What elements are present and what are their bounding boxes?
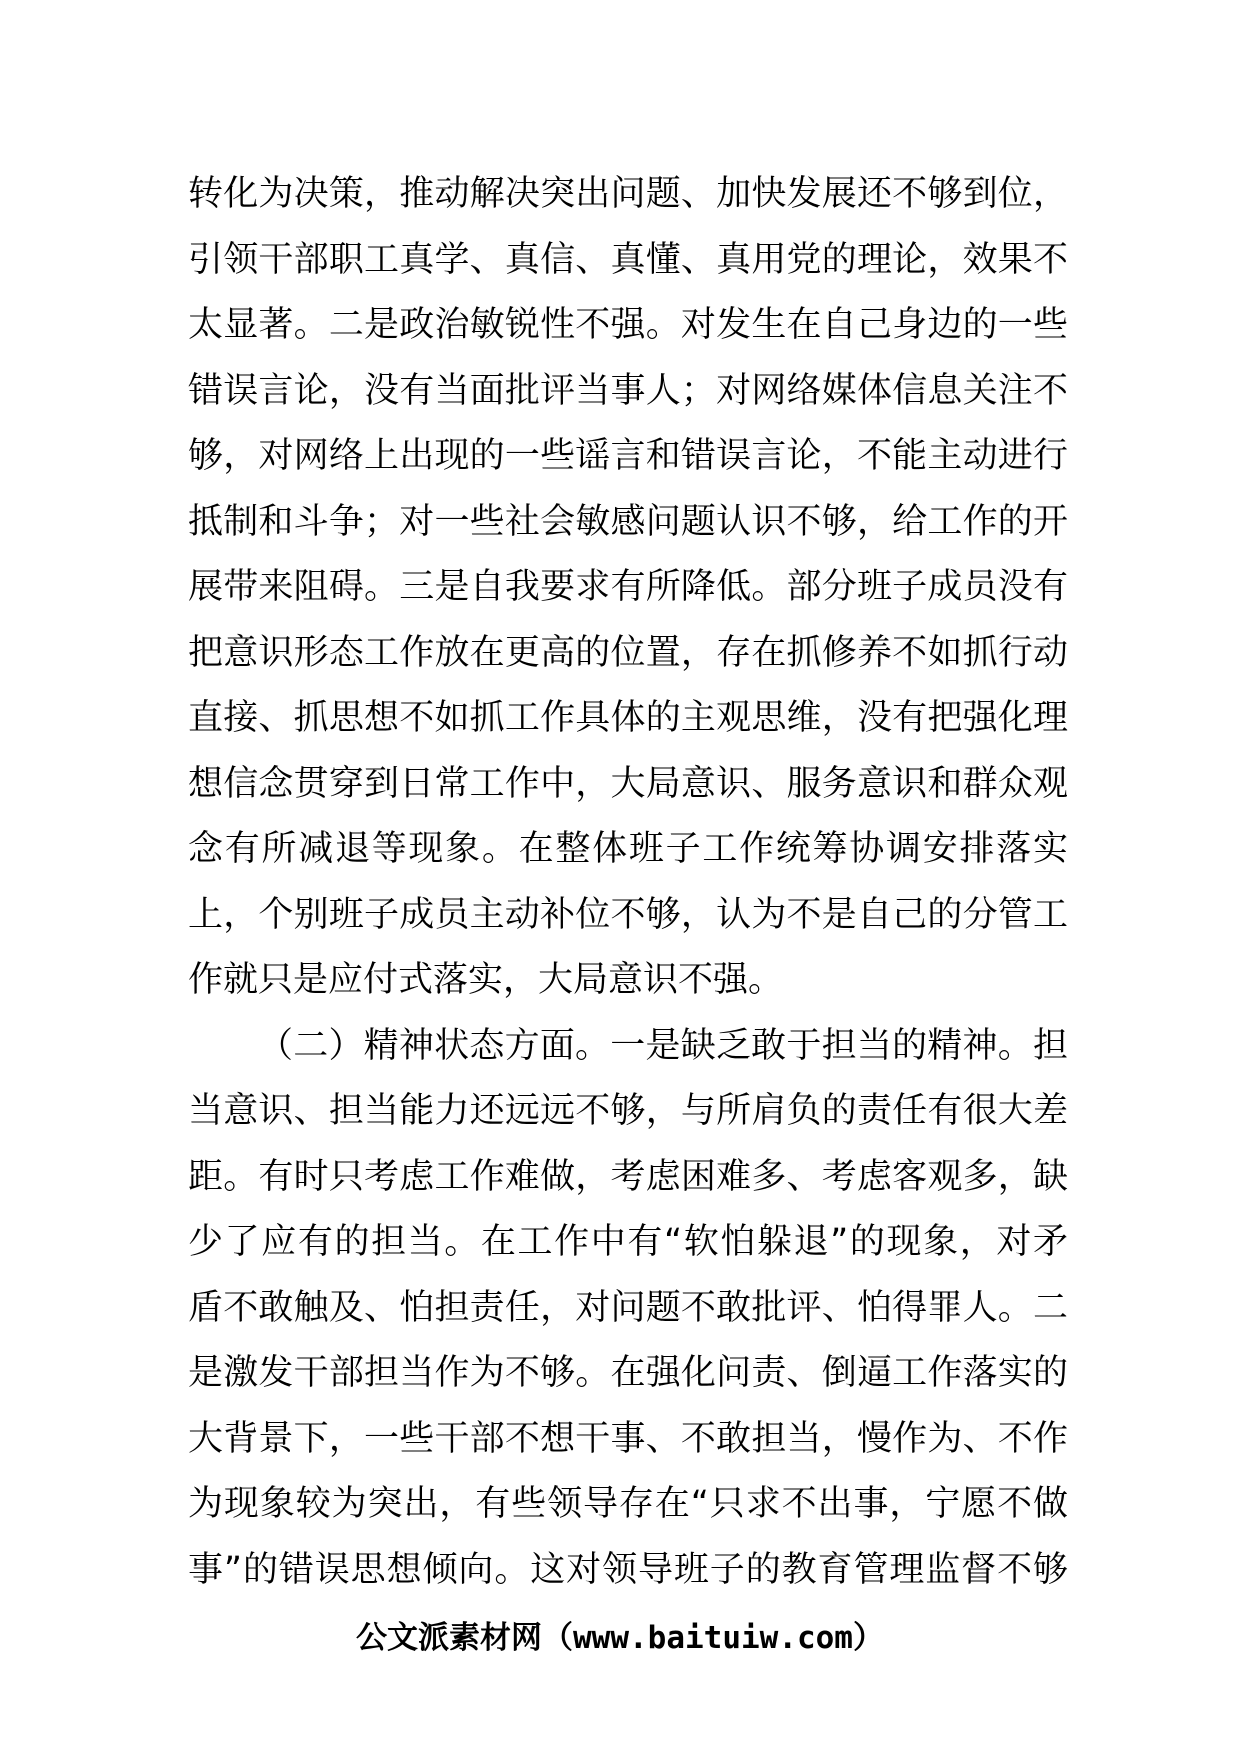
- body-line: 转化为决策，推动解决突出问题、加快发展还不够到位，: [188, 174, 1068, 214]
- body-line: 是激发干部担当作为不够。在强化问责、倒逼工作落实的: [188, 1353, 1068, 1393]
- body-line: 太显著。二是政治敏锐性不强。对发生在自己身边的一些: [188, 305, 1068, 345]
- body-line: 少了应有的担当。在工作中有“软怕躲退”的现象，对矛: [188, 1222, 1068, 1262]
- body-line: 大背景下，一些干部不想干事、不敢担当，慢作为、不作: [188, 1418, 1068, 1459]
- section-heading-line: （二）精神状态方面。一是缺乏敢于担当的精神。担: [258, 1025, 1068, 1066]
- page-footer: [0, 1618, 1240, 1658]
- body-line: 上，个别班子成员主动补位不够，认为不是自己的分管工: [188, 894, 1068, 935]
- body-line: 念有所减退等现象。在整体班子工作统筹协调安排落实: [188, 829, 1068, 869]
- body-line: 够，对网络上出现的一些谣言和错误言论，不能主动进行: [188, 436, 1068, 476]
- body-line: 事”的错误思想倾向。这对领导班子的教育管理监督不够: [188, 1549, 1068, 1590]
- footer-site-name: 公文派素材网: [356, 1620, 543, 1656]
- body-line: 为现象较为突出，有些领导存在“只求不出事，宁愿不做: [188, 1484, 1068, 1524]
- paragraph-end-line: 作就只是应付式落实，大局意识不强。: [188, 960, 784, 1000]
- body-line: 把意识形态工作放在更高的位置，存在抓修养不如抓行动: [188, 632, 1068, 673]
- body-line: 盾不敢触及、怕担责任，对问题不敢批评、怕得罪人。二: [188, 1287, 1068, 1328]
- body-line: 距。有时只考虑工作难做，考虑困难多、考虑客观多，缺: [188, 1156, 1068, 1197]
- body-line: 直接、抓思想不如抓工作具体的主观思维，没有把强化理: [188, 698, 1068, 738]
- body-line: 错误言论，没有当面批评当事人；对网络媒体信息关注不: [188, 370, 1068, 411]
- footer-url: （www.baituiw.com）: [542, 1620, 884, 1656]
- body-line: 展带来阻碍。三是自我要求有所降低。部分班子成员没有: [188, 567, 1068, 607]
- body-line: 想信念贯穿到日常工作中，大局意识、服务意识和群众观: [188, 763, 1068, 804]
- document-body: [188, 162, 1068, 1603]
- body-line: 引领干部职工真学、真信、真懂、真用党的理论，效果不: [188, 239, 1068, 280]
- body-line: 抵制和斗争；对一些社会敏感问题认识不够，给工作的开: [188, 501, 1068, 542]
- body-line: 当意识、担当能力还远远不够，与所肩负的责任有很大差: [188, 1091, 1068, 1131]
